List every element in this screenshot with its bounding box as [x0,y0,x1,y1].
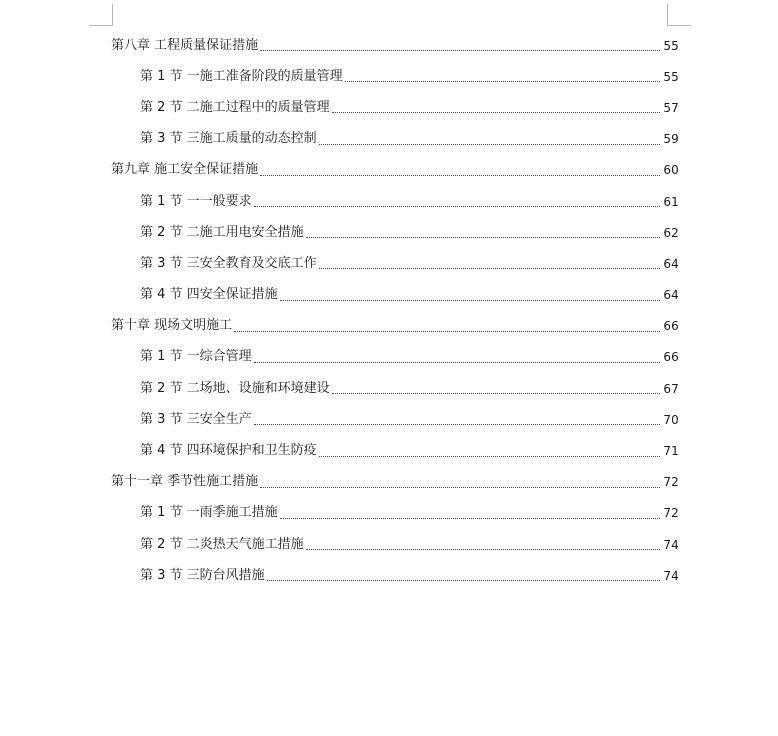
toc-entry-page-number: 72 [663,506,679,521]
toc-chapter-9[interactable] [111,155,679,186]
toc-section-9-1[interactable] [111,186,679,217]
toc-entry-title: 第 1 节 一雨季施工措施 [140,505,278,521]
toc-entry-page-number: 62 [663,225,679,240]
toc-section-8-1[interactable] [111,61,679,92]
toc-entry-title: 第 3 节 三安全生产 [140,411,252,427]
toc-entry-page-number: 61 [663,194,679,209]
toc-section-8-3[interactable] [111,124,679,155]
toc-entry-title: 第十一章 季节性施工措施 [111,474,259,490]
toc-entry-title: 第 3 节 三防台风措施 [140,567,265,583]
toc-section-9-4[interactable] [111,280,679,311]
toc-entry-title: 第 2 节 二炎热天气施工措施 [140,536,304,552]
dot-leader [306,236,661,238]
dot-leader [254,361,661,363]
toc-entry-title: 第 2 节 二施工用电安全措施 [140,224,304,240]
toc-chapter-10[interactable] [111,311,679,342]
toc-chapter-11[interactable] [111,467,679,498]
toc-section-11-3[interactable] [111,560,679,591]
toc-entry-title: 第八章 工程质量保证措施 [111,37,259,53]
dot-leader [260,49,660,51]
toc-entry-title: 第 4 节 四安全保证措施 [140,287,278,303]
top-left-crop-mark [89,4,113,26]
toc-entry-title: 第 2 节 二施工过程中的质量管理 [140,99,330,115]
dot-leader [332,392,661,394]
toc-section-10-3[interactable] [111,404,679,435]
toc-section-11-1[interactable] [111,498,679,529]
dot-leader [319,143,661,145]
toc-entry-page-number: 74 [663,568,679,583]
toc-entry-title: 第 1 节 一一般要求 [140,193,252,209]
toc-section-11-2[interactable] [111,529,679,560]
dot-leader [306,548,661,550]
toc-entry-page-number: 64 [663,256,679,271]
top-right-crop-mark [667,4,691,26]
dot-leader [280,299,661,301]
toc-entry-title: 第九章 施工安全保证措施 [111,162,259,178]
dot-leader [332,111,661,113]
toc-entry-page-number: 74 [663,537,679,552]
toc-chapter-8[interactable] [111,30,679,61]
toc-entry-page-number: 64 [663,288,679,303]
dot-leader [319,267,661,269]
dot-leader [319,455,661,457]
toc-entry-page-number: 66 [663,350,679,365]
toc-section-10-4[interactable] [111,435,679,466]
toc-entry-page-number: 55 [663,69,679,84]
table-of-contents [111,30,679,591]
toc-section-9-2[interactable] [111,217,679,248]
dot-leader [267,579,661,581]
toc-section-10-2[interactable] [111,373,679,404]
toc-entry-title: 第 3 节 三安全教育及交底工作 [140,255,317,271]
toc-entry-page-number: 70 [663,412,679,427]
dot-leader [345,80,661,82]
dot-leader [260,486,660,488]
toc-entry-page-number: 60 [663,163,679,178]
toc-entry-page-number: 57 [663,100,679,115]
toc-entry-title: 第 2 节 二场地、设施和环境建设 [140,380,330,396]
toc-entry-page-number: 59 [663,132,679,147]
toc-entry-page-number: 67 [663,381,679,396]
toc-section-9-3[interactable] [111,248,679,279]
dot-leader [260,174,660,176]
dot-leader [254,423,661,425]
toc-section-10-1[interactable] [111,342,679,373]
toc-entry-title: 第 1 节 一综合管理 [140,349,252,365]
toc-entry-page-number: 66 [663,319,679,334]
toc-section-8-2[interactable] [111,92,679,123]
dot-leader [254,205,661,207]
toc-entry-page-number: 71 [663,444,679,459]
toc-entry-page-number: 55 [663,38,679,53]
toc-entry-title: 第 4 节 四环境保护和卫生防疫 [140,443,317,459]
dot-leader [280,517,661,519]
dot-leader [234,330,660,332]
toc-entry-title: 第 3 节 三施工质量的动态控制 [140,131,317,147]
toc-entry-title: 第 1 节 一施工准备阶段的质量管理 [140,68,343,84]
toc-entry-page-number: 72 [663,475,679,490]
toc-entry-title: 第十章 现场文明施工 [111,318,233,334]
